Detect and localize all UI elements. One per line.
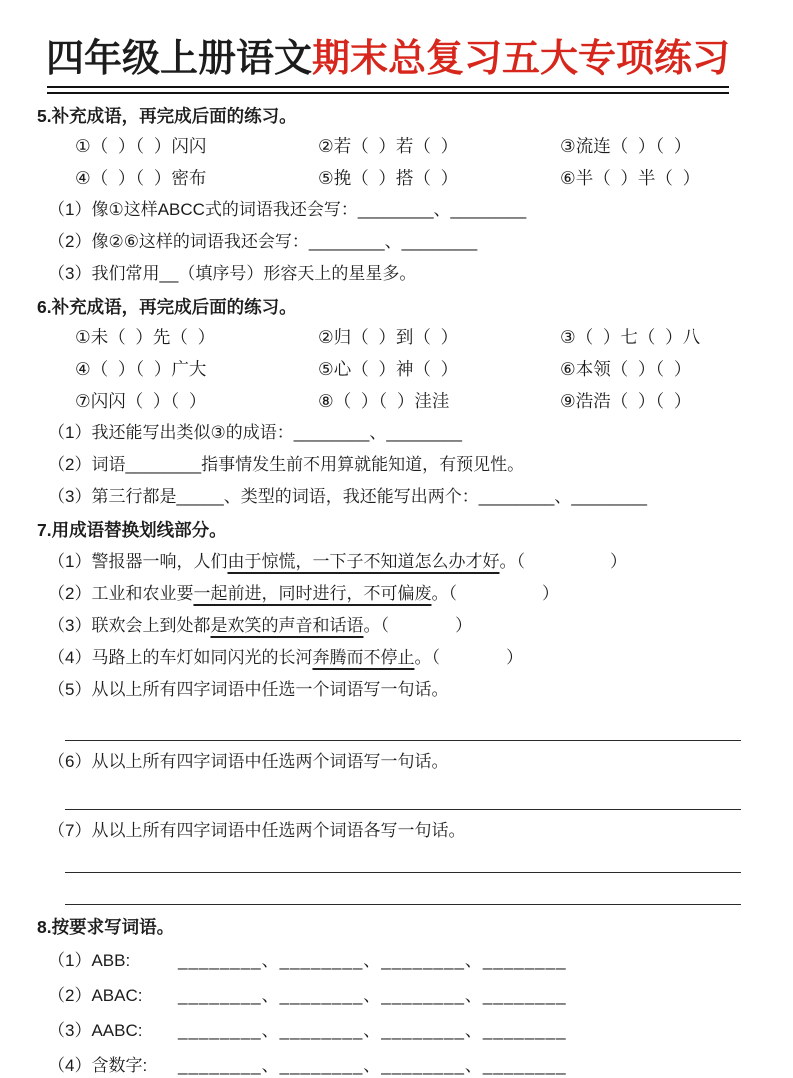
section-8 xyxy=(37,916,739,1078)
question-line: （2）词语________指事情发生前不用算就能知道，有预见性。 xyxy=(48,455,525,474)
pattern-blanks: ________、________、________、________ xyxy=(178,951,567,970)
section-7 xyxy=(37,519,739,905)
idiom-item: ⑨浩浩（ ）（ ） xyxy=(560,391,692,411)
pattern-blanks: ________、________、________、________ xyxy=(178,1056,567,1075)
question-line: （6）从以上所有四字词语中任选两个词语写一句话。 xyxy=(48,752,449,771)
section-5-idiom-grid xyxy=(75,136,739,189)
section-6-heading: 6.补充成语，再完成后面的练习。 xyxy=(37,297,297,317)
idiom-item: ④（ ）（ ）密布 xyxy=(75,168,207,188)
word-pattern-row xyxy=(48,1019,739,1043)
question-line: （5）从以上所有四字词语中任选一个词语写一句话。 xyxy=(48,680,449,699)
question-line: （7）从以上所有四字词语中任选两个词语各写一句话。 xyxy=(48,821,466,840)
idiom-item: ⑤心（ ）神（ ） xyxy=(318,359,459,379)
question-line: （3）第三行都是_____、类型的词语，我还能写出两个：________、________ xyxy=(48,487,647,506)
question-line: （4）马路上的车灯如同闪光的长河奔腾而不停止。（ ） xyxy=(48,648,524,667)
section-5 xyxy=(37,105,739,285)
question-line: （1）警报器一响，人们由于惊慌，一下子不知道怎么办才好。（ ） xyxy=(48,552,627,571)
idiom-item: ③流连（ ）（ ） xyxy=(560,136,692,156)
question-line: （2）工业和农业要一起前进，同时进行，不可偏废。（ ） xyxy=(48,584,559,603)
page-title-black: 四年级上册语文 xyxy=(45,38,312,80)
idiom-item: ④（ ）（ ）广大 xyxy=(75,359,207,379)
idiom-item: ②归（ ）到（ ） xyxy=(318,327,459,347)
question-line: （2）像②⑥这样的词语我还会写：________、________ xyxy=(48,232,478,251)
idiom-item: ⑤挽（ ）搭（ ） xyxy=(318,168,459,188)
pattern-label: （2）ABAC: xyxy=(48,986,143,1005)
answer-line xyxy=(65,740,741,741)
question-line: （1）像①这样ABCC式的词语我还会写：________、________ xyxy=(48,200,527,219)
section-8-heading: 8.按要求写词语。 xyxy=(37,917,175,937)
idiom-item: ⑥半（ ）半（ ） xyxy=(560,168,701,188)
question-line: （3）我们常用__（填序号）形容天上的星星多。 xyxy=(48,264,417,283)
idiom-item: ⑥本领（ ）（ ） xyxy=(560,359,692,379)
question-line: （3）联欢会上到处都是欢笑的声音和话语。（ ） xyxy=(48,616,473,635)
section-6 xyxy=(37,296,739,508)
page-title xyxy=(37,36,739,82)
pattern-label: （3）AABC: xyxy=(48,1021,143,1040)
idiom-item: ①未（ ）先（ ） xyxy=(75,327,216,347)
idiom-item: ⑧（ ）（ ）洼洼 xyxy=(318,391,450,411)
pattern-blanks: ________、________、________、________ xyxy=(178,986,567,1005)
section-7-heading: 7.用成语替换划线部分。 xyxy=(37,520,227,540)
idiom-item: ①（ ）（ ）闪闪 xyxy=(75,136,207,156)
word-pattern-row xyxy=(48,984,739,1008)
idiom-item: ③（ ）七（ ）八 xyxy=(560,327,701,347)
page-header xyxy=(37,36,739,94)
question-line: （1）我还能写出类似③的成语：________、________ xyxy=(48,423,462,442)
answer-line xyxy=(65,809,741,810)
idiom-item: ②若（ ）若（ ） xyxy=(318,136,459,156)
pattern-blanks: ________、________、________、________ xyxy=(178,1021,567,1040)
answer-line xyxy=(65,872,741,873)
section-5-heading: 5.补充成语，再完成后面的练习。 xyxy=(37,106,297,126)
word-pattern-row xyxy=(48,949,739,973)
word-pattern-row xyxy=(48,1054,739,1078)
pattern-label: （4）含数字: xyxy=(48,1056,148,1075)
title-double-rule xyxy=(47,86,729,94)
pattern-label: （1）ABB: xyxy=(48,951,131,970)
idiom-item: ⑦闪闪（ ）（ ） xyxy=(75,391,207,411)
answer-line xyxy=(65,904,741,905)
section-6-idiom-grid xyxy=(75,327,739,412)
page-title-red: 期末总复习五大专项练习 xyxy=(312,38,731,80)
